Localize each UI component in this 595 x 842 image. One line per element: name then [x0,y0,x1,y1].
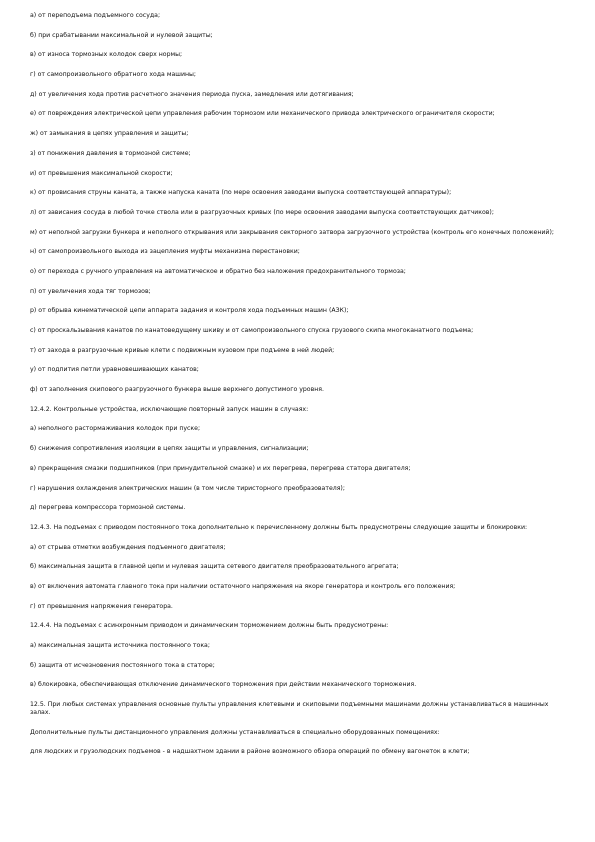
list-item: е) от повреждения электрической цепи управления рабочим тормозом или механического привода электрического ограничителя скорости; [30,110,495,118]
list-item: т) от захода в разгрузочные кривые клети с подвижным кузовом при подъеме в ней людей; [30,346,335,354]
list-item: с) от проскальзывания канатов по канатоведущему шкиву и от самопроизвольного спуска грузового скипа многоканатного подъема; [30,327,474,334]
document-page [30,12,566,768]
list-item: в) от износа тормозных колодок сверх нормы; [30,51,183,59]
list-item: б) снижения сопротивления изоляции в цепях защиты и управления, сигнализации; [30,445,309,453]
list-item: о) от перехода с ручного управления на автоматическое и обратно без наложения предохранительного тормоза; [30,267,406,275]
list-item: в) блокировка, обеспечивающая отключение динамического торможения при действии механического торможения. [30,681,417,689]
list-item: к) от провисания струны каната, а также напуска каната (по мере освоения заводами выпуска соответствующей аппаратуры); [30,189,452,197]
list-item: д) от увеличения хода против расчетного значения периода пуска, замедления или дотягивания; [30,90,354,98]
list-item: б) при срабатывании максимальной и нулевой защиты; [30,31,213,39]
list-item: а) неполного растормаживания колодок при пуске; [30,425,201,433]
list-item: ф) от заполнения скипового разгрузочного бункера выше верхнего допустимого уровня. [30,386,324,394]
section-heading: 12.5. При любых системах управления основные пульты управления клетевыми и скиповыми подъемными машинами должны устанавливаться в машинных залах. [30,701,549,717]
list-item: н) от самопроизвольного выхода из зацепления муфты механизма перестановки; [30,248,300,256]
section-heading: 12.4.2. Контрольные устройства, исключающие повторный запуск машин в случаях: [30,405,309,413]
list-item: в) прекращения смазки подшипников (при принудительной смазке) и их перегрева, перегрева статора двигателя; [30,464,411,472]
body-paragraph: для людских и грузолюдских подъемов - в надшахтном здании в районе возможного обзора операций по обмену вагонеток в клети; [30,748,470,756]
list-item: б) защита от исчезновения постоянного тока в статоре; [30,661,215,669]
list-item: у) от подпития петли уравновешивающих канатов; [30,366,199,374]
list-item: л) от зависания сосуда в любой точке ствола или в разгрузочных кривых (по мере освоения заводами выпуска соответствующих датчиков); [30,208,494,216]
list-item: д) перегрева компрессора тормозной системы. [30,504,186,512]
list-item: п) от увеличения хода тяг тормозов; [30,287,151,295]
section-heading: 12.4.3. На подъемах с приводом постоянного тока дополнительно к перечисленному должны быть предусмотрены следующие защиты и блокировки: [30,523,528,531]
list-item: а) от переподъема подъемного сосуда; [30,12,161,19]
list-item: г) от самопроизвольного обратного хода машины; [30,71,196,79]
list-item: м) от неполной загрузки бункера и неполного открывания или закрывания секторного затвора загрузочного устройства (контроль его конечных положений); [30,228,554,236]
list-item: ж) от замыкания в цепях управления и защиты; [30,130,189,138]
list-item: и) от превышения максимальной скорости; [30,169,173,177]
list-item: г) от превышения напряжения генератора. [30,602,173,610]
body-paragraph: Дополнительные пульты дистанционного управления должны устанавливаться в специально оборудованных помещениях: [30,728,440,736]
list-item: г) нарушения охлаждения электрических машин (в том числе тиристорного преобразователя); [30,484,345,492]
list-item: б) максимальная защита в главной цепи и нулевая защита сетевого двигателя преобразовательного агрегата; [30,563,399,571]
section-heading: 12.4.4. На подъемах с асинхронным приводом и динамическим торможением должны быть предусмотрены: [30,622,389,630]
list-item: в) от включения автомата главного тока при наличии остаточного напряжения на якоре генератора и контроль его положения; [30,582,456,590]
list-item: а) максимальная защита источника постоянного тока; [30,642,210,649]
list-item: з) от понижения давления в тормозной системе; [30,149,191,157]
list-item: а) от стрыва отметки возбуждения подъемного двигателя; [30,543,226,551]
list-item: р) от обрыва кинематической цепи аппарата задания и контроля хода подъемных машин (АЗК); [30,307,349,315]
